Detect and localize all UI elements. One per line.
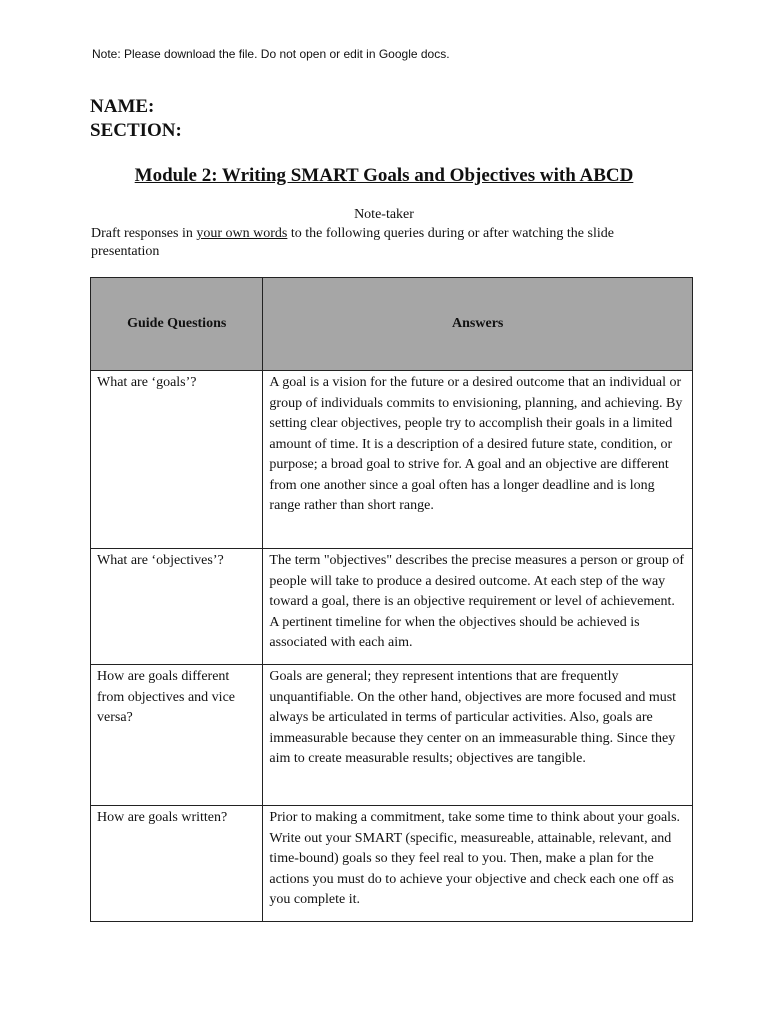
page-title: Module 2: Writing SMART Goals and Objectives with ABCD [134, 165, 634, 186]
header-guide-questions: Guide Questions [91, 278, 263, 371]
download-note: Note: Please download the file. Do not open or edit in Google docs. [92, 47, 450, 61]
question-cell: How are goals different from objectives and vice versa? [91, 665, 263, 806]
question-cell: What are ‘objectives’? [91, 549, 263, 665]
answer-cell: Prior to making a commitment, take some time to think about your goals. Write out your SMART (specific, measureable, attainable, relevant, and time-bound) goals so they feel real to you. Then, make a plan for the actions you must do to achieve your objective and check each one off as you complete it. [263, 806, 693, 922]
question-cell: What are ‘goals’? [91, 371, 263, 549]
name-label: NAME: [90, 96, 155, 117]
student-info [90, 95, 182, 143]
header-answers: Answers [263, 278, 693, 371]
subtitle: Note-taker [354, 207, 414, 222]
table-row [91, 549, 693, 665]
instructions-after: to the following queries during or after watching the slide presentation [91, 226, 614, 259]
answer-cell: Goals are general; they represent intentions that are frequently unquantifiable. On the other hand, objectives are more focused and must always be articulated in terms of particular activities. Also, goals are immeasurable because they center on an immeasurable thing. Since they aim to create measurable results; objectives are tangible. [263, 665, 693, 806]
table-header-row [91, 278, 693, 371]
guide-table [90, 277, 693, 922]
section-label: SECTION: [90, 120, 182, 141]
answer-cell: The term "objectives" describes the precise measures a person or group of people will take to produce a desired outcome. At each step of the way toward a goal, there is an objective requirement or level of achievement. A pertinent timeline for when the objectives should be achieved is associated with each aim. [263, 549, 693, 665]
instructions-before: Draft responses in [91, 226, 197, 241]
answer-cell: A goal is a vision for the future or a desired outcome that an individual or group of individuals commits to envisioning, planning, and achieving. By setting clear objectives, people try to accomplish their goals in a limited amount of time. It is a description of a desired future state, condition, or purpose; a broad goal to strive for. A goal and an objective are different from one another since a goal often has a longer deadline and is long range rather than short range. [263, 371, 693, 549]
question-cell: How are goals written? [91, 806, 263, 922]
table-row [91, 371, 693, 549]
table-row [91, 806, 693, 922]
instructions-emphasis: your own words [196, 226, 288, 241]
table-row [91, 665, 693, 806]
instructions [91, 225, 681, 261]
